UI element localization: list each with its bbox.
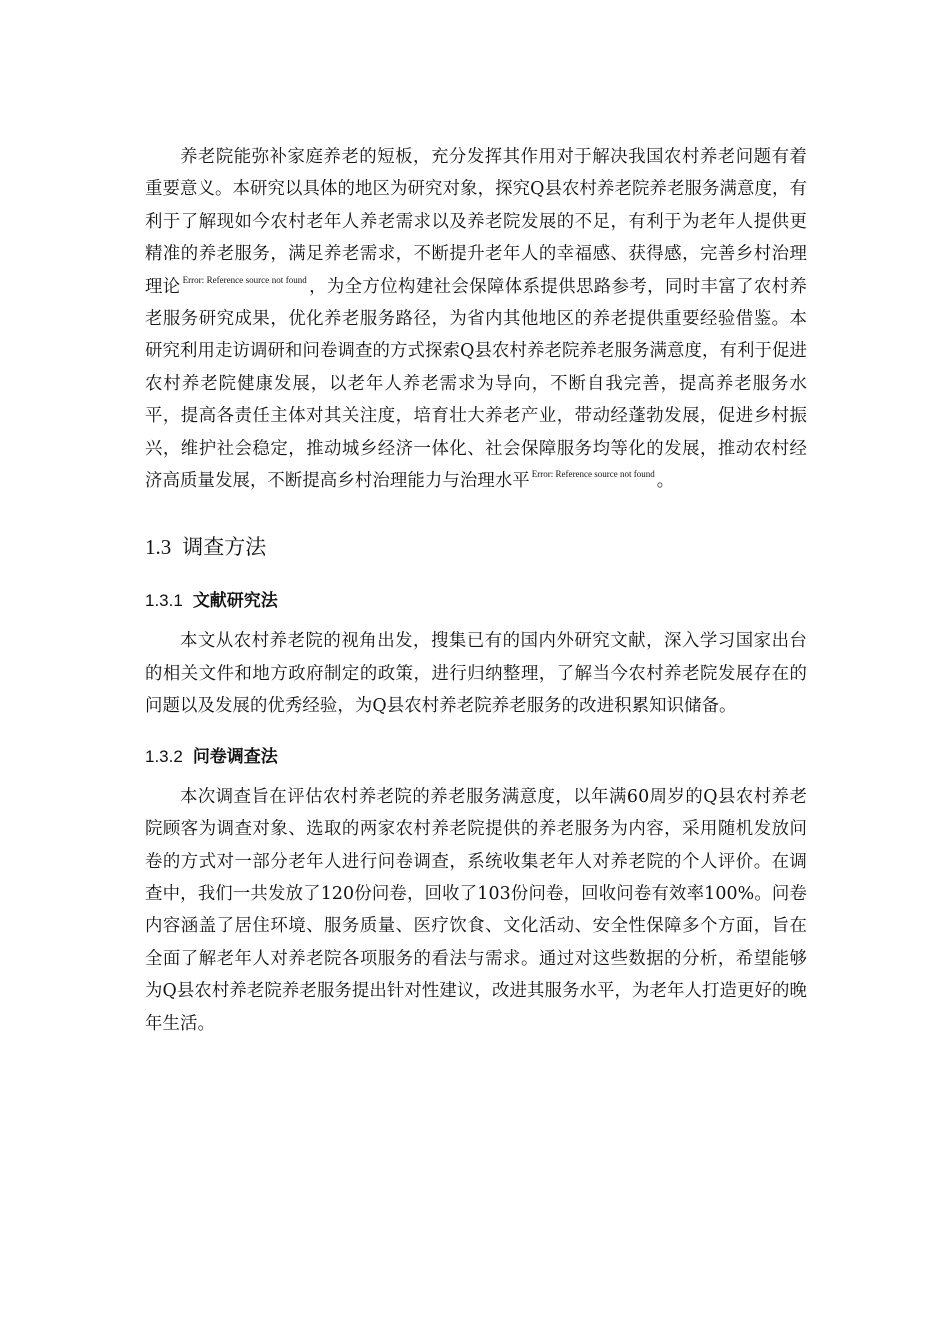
- section-heading-1-3: [145, 527, 807, 567]
- page-content: [145, 141, 807, 1040]
- subsection-heading-1-3-1: [145, 585, 807, 617]
- intro-text-part1: 养老院能弥补家庭养老的短板，充分发挥其作用对于解决我国农村养老问题有着重要意义。本研究以具体的地区为研究对象，探究Q县农村养老院养老服务满意度，有利于了解现如今农村老年人养老需求以及养老院发展的不足，有利于为老年人提供更精准的养老服务，满足养老需求，不断提升老年人的幸福感、获得感，完善乡村治理理论: [145, 147, 807, 297]
- subsection-number: 1.3.1: [145, 591, 183, 611]
- literature-method-paragraph: 本文从农村养老院的视角出发，搜集已有的国内外研究文献，深入学习国家出台的相关文件和地方政府制定的政策，进行归纳整理，了解当今农村养老院发展存在的问题以及发展的优秀经验，为Q县农村养老院养老服务的改进积累知识储备。: [145, 631, 807, 717]
- section-number: 1.3: [145, 535, 172, 560]
- intro-text-part2: ，为全方位构建社会保障体系提供思路参考，同时丰富了农村养老服务研究成果，优化养老服务路径，为省内其他地区的养老提供重要经验借鉴。本研究利用走访调研和问卷调查的方式探索Q县农村养老院养老服务满意度，有利于促进农村养老院健康发展，以老年人养老需求为导向，不断自我完善，提高养老服务水平，提高各责任主体对其关注度，培育壮大养老产业，带动经蓬勃发展，促进乡村振兴，维护社会稳定，推动城乡经济一体化、社会保障服务均等化的发展，推动农村经济高质量发展，不断提高乡村治理能力与治理水平: [145, 276, 807, 492]
- section-title: 调查方法: [182, 535, 267, 560]
- subsection-title: 问卷调查法: [192, 746, 278, 767]
- intro-text-end: 。: [656, 471, 675, 492]
- subsection-number: 1.3.2: [145, 746, 183, 766]
- questionnaire-method-paragraph: 本次调查旨在评估农村养老院的养老服务满意度，以年满60周岁的Q县农村养老院顾客为调查对象、选取的两家农村养老院提供的养老服务为内容，采用随机发放问卷的方式对一部分老年人进行问卷调查，系统收集老年人对养老院的个人评价。在调查中，我们一共发放了120份问卷，回收了103份问卷，回收问卷有效率100%。问卷内容涵盖了居住环境、服务质量、医疗饮食、文化活动、安全性保障多个方面，旨在全面了解老年人对养老院各项服务的看法与需求。通过对这些数据的分析，希望能够为Q县农村养老院养老服务提出针对性建议，改进其服务水平，为老年人打造更好的晚年生活。: [145, 786, 807, 1034]
- subsection-heading-1-3-2: [145, 741, 807, 773]
- reference-error-2: Error: Reference source not found: [531, 469, 655, 480]
- intro-paragraph: [145, 141, 807, 497]
- subsection-title: 文献研究法: [192, 591, 278, 612]
- reference-error-1: Error: Reference source not found: [182, 274, 307, 285]
